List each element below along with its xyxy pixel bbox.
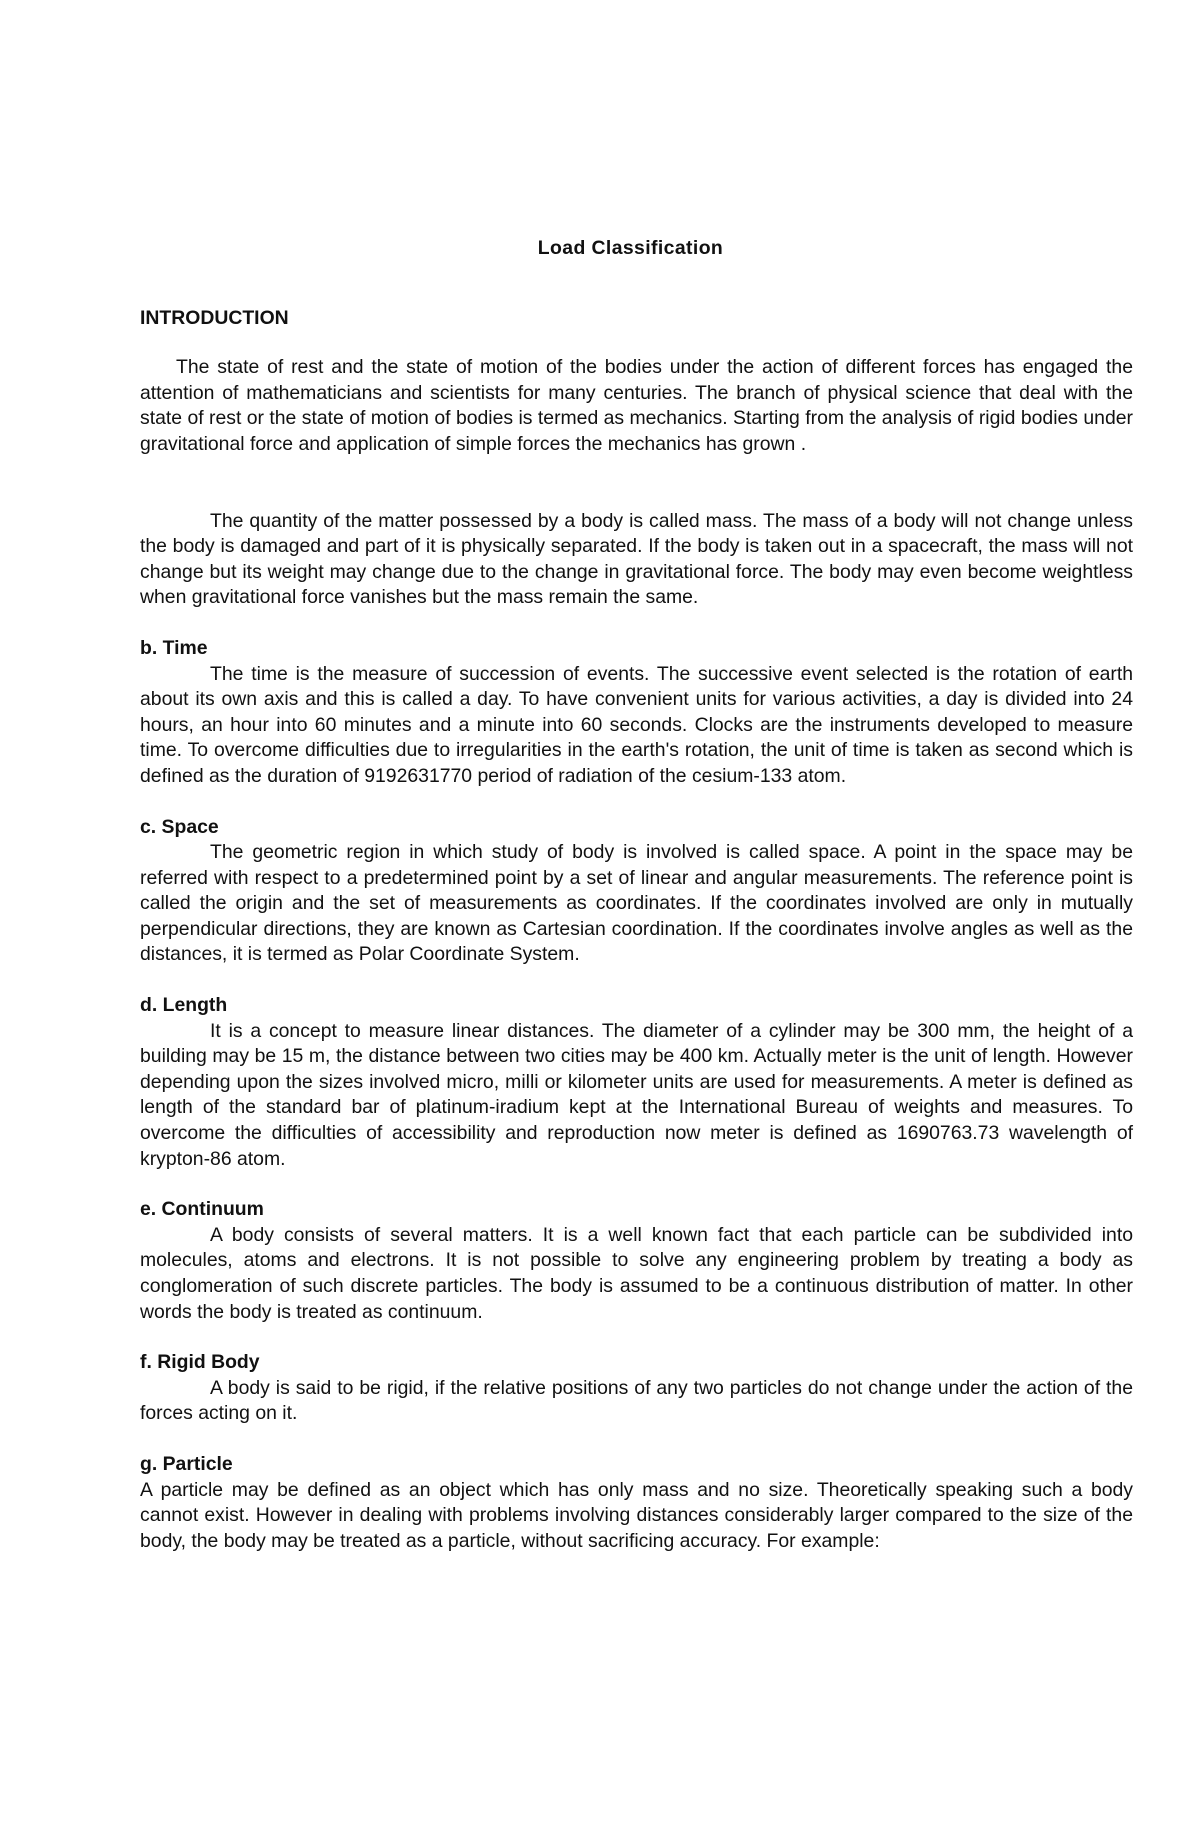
section-body-space: The geometric region in which study of body is involved is called space. A point in the space may be referred with respect to a predetermined point by a set of linear and angular measurements. The reference point is called the origin and the set of measurements as coordinates. If the coordinates involved are only in mutually perpendicular directions, they are known as Cartesian coordination. If the coordinates involve angles as well as the distances, it is termed as Polar Coordinate System. xyxy=(140,841,1133,966)
spacer xyxy=(140,968,1133,993)
section-body-particle: A particle may be defined as an object which has only mass and no size. Theoretically speaking such a body cannot exist. However in dealing with problems involving distances considerably larger compared to the size of the body, the body may be treated as a particle, without sacrificing accuracy. For example: xyxy=(140,1478,1133,1552)
section-heading-particle: g. Particle xyxy=(140,1452,233,1475)
section-heading-space: c. Space xyxy=(140,815,219,838)
document-title: Load Classification xyxy=(537,237,724,259)
section-heading-time: b. Time xyxy=(140,636,208,659)
introduction-paragraph-1: The state of rest and the state of motion of the bodies under the action of different forces has engaged the attention of mathematicians and scientists for many centuries. The branch of physical science that deal with the state of rest or the state of motion of bodies is termed as mechanics. Starting from the analysis of rigid bodies under gravitational force and application of simple forces the mechanics has grown . xyxy=(140,356,1133,455)
section-heading-continuum: e. Continuum xyxy=(140,1198,264,1221)
spacer xyxy=(140,1325,1133,1350)
spacer xyxy=(140,611,1133,636)
document-page xyxy=(140,236,1133,1554)
introduction-heading: INTRODUCTION xyxy=(140,306,289,329)
spacer xyxy=(140,458,1133,509)
spacer xyxy=(140,1427,1133,1452)
section-heading-rigid-body: f. Rigid Body xyxy=(140,1351,260,1374)
spacer xyxy=(140,1172,1133,1197)
section-body-rigid-body: A body is said to be rigid, if the relative positions of any two particles do not change under the action of the forces acting on it. xyxy=(140,1376,1133,1425)
section-body-length: It is a concept to measure linear distances. The diameter of a cylinder may be 300 mm, the height of a building may be 15 m, the distance between two cities may be 400 km. Actually meter is the unit of length. However depending upon the sizes involved micro, milli or kilometer units are used for measurements. A meter is defined as length of the standard bar of platinum-iradium kept at the International Bureau of weights and measures. To overcome the difficulties of accessibility and reproduction now meter is defined as 1690763.73 wavelength of krypton-86 atom. xyxy=(140,1019,1133,1170)
section-heading-length: d. Length xyxy=(140,994,228,1017)
introduction-paragraph-2: The quantity of the matter possessed by a body is called mass. The mass of a body will not change unless the body is damaged and part of it is physically separated. If the body is taken out in a spacecraft, the mass will not change but its weight may change due to the change in gravitational force. The body may even become weightless when gravitational force vanishes but the mass remain the same. xyxy=(140,509,1133,609)
spacer xyxy=(140,790,1133,815)
section-body-time: The time is the measure of succession of events. The successive event selected is the rotation of earth about its own axis and this is called a day. To have convenient units for various activities, a day is divided into 24 hours, an hour into 60 minutes and a minute into 60 seconds. Clocks are the instruments developed to measure time. To overcome difficulties due to irregularities in the earth's rotation, the unit of time is taken as second which is defined as the duration of 9192631770 period of radiation of the cesium-133 atom. xyxy=(140,662,1133,787)
section-body-continuum: A body consists of several matters. It is a well known fact that each particle can be subdivided into molecules, atoms and electrons. It is not possible to solve any engineering problem by treating a body as conglomeration of such discrete particles. The body is assumed to be a continuous distribution of matter. In other words the body is treated as continuum. xyxy=(140,1223,1133,1323)
